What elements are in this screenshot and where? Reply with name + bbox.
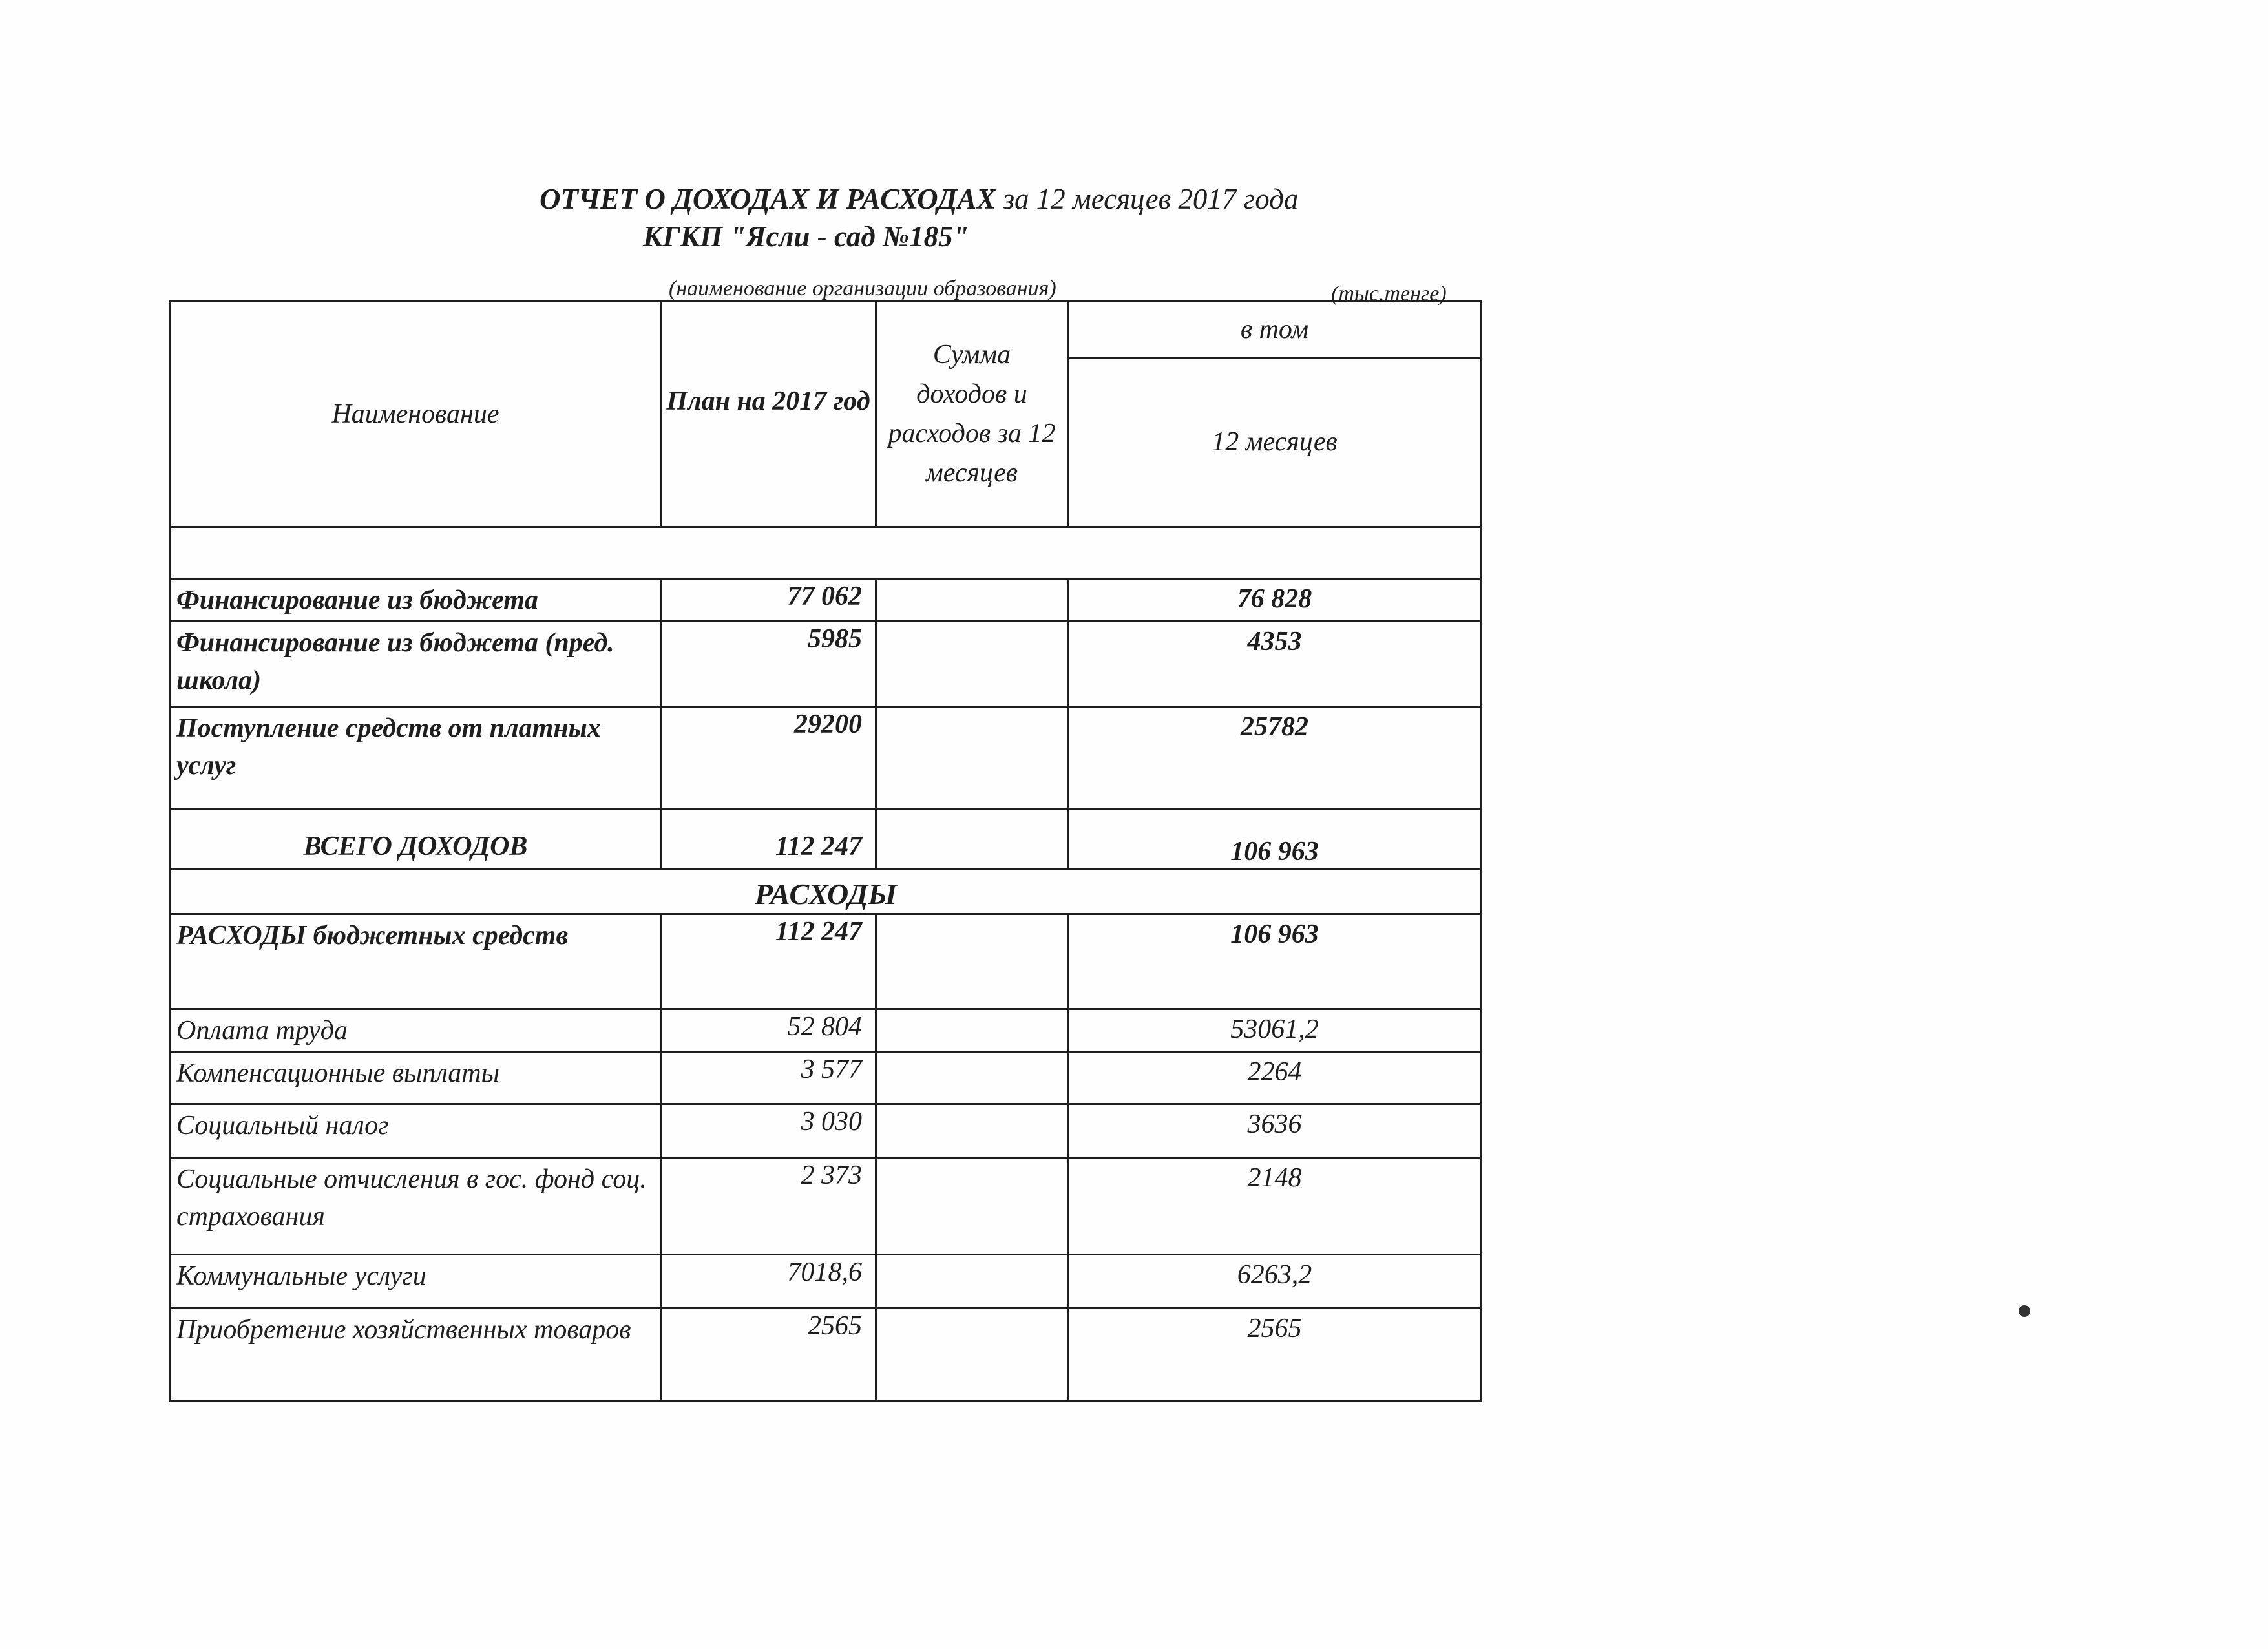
income-row-plan: 77 062 (660, 578, 877, 622)
report-title-main: ОТЧЕТ О ДОХОДАХ И РАСХОДАХ (540, 183, 996, 215)
expense-row-sum (875, 1254, 1069, 1309)
expense-row-name: Социальный налог (169, 1103, 662, 1159)
expense-row-12-months: 2565 (1067, 1307, 1482, 1402)
income-row-name: Поступление средств от платных услуг (169, 706, 662, 810)
total-income-sum (875, 808, 1069, 870)
header-12-months: 12 месяцев (1067, 357, 1482, 528)
total-income-plan: 112 247 (660, 808, 877, 870)
header-plan: План на 2017 год (660, 300, 877, 528)
expense-row-name: Приобретение хозяйственных товаров (169, 1307, 662, 1402)
expense-row-plan: 2565 (660, 1307, 877, 1402)
total-income-name: ВСЕГО ДОХОДОВ (169, 808, 662, 870)
expense-row-12-months: 3636 (1067, 1103, 1482, 1159)
income-row-sum (875, 578, 1069, 622)
income-row-name: Финансирование из бюджета (169, 578, 662, 622)
expense-row-12-months: 2264 (1067, 1051, 1482, 1105)
expense-row-sum (875, 1157, 1069, 1255)
expense-row-12-months: 2148 (1067, 1157, 1482, 1255)
income-row-sum (875, 706, 1069, 810)
expense-row-sum (875, 1051, 1069, 1105)
expense-row-plan: 52 804 (660, 1008, 877, 1053)
expense-row-plan: 2 373 (660, 1157, 877, 1255)
income-row-sum (875, 620, 1069, 708)
header-sum: Сумма доходов и расходов за 12 месяцев (875, 300, 1069, 528)
expense-budget-plan: 112 247 (660, 913, 877, 1010)
expense-budget-12-months: 106 963 (1067, 913, 1482, 1010)
ink-dot (2019, 1305, 2030, 1317)
income-row-12-months: 76 828 (1067, 578, 1482, 622)
expense-row-name: Социальные отчисления в гос. фонд соц. страхования (169, 1157, 662, 1255)
expense-row-name: Компенсационные выплаты (169, 1051, 662, 1105)
organization-name: КГКП "Ясли - сад №185" (643, 220, 969, 253)
expense-row-plan: 3 577 (660, 1051, 877, 1105)
income-row-12-months: 4353 (1067, 620, 1482, 708)
expense-budget-sum (875, 913, 1069, 1010)
expense-row-sum (875, 1008, 1069, 1053)
income-row-name: Финансирование из бюджета (пред. школа) (169, 620, 662, 708)
income-row-plan: 29200 (660, 706, 877, 810)
report-title (540, 182, 1298, 216)
expense-row-plan: 7018,6 (660, 1254, 877, 1309)
expense-row-12-months: 6263,2 (1067, 1254, 1482, 1309)
expense-budget-name: РАСХОДЫ бюджетных средств (169, 913, 662, 1010)
total-income-12-months: 106 963 (1067, 808, 1482, 870)
spacer-row (169, 526, 1482, 580)
income-row-12-months: 25782 (1067, 706, 1482, 810)
expense-row-plan: 3 030 (660, 1103, 877, 1159)
expense-row-sum (875, 1307, 1069, 1402)
expense-row-name: Оплата труда (169, 1008, 662, 1053)
report-title-period: за 12 месяцев 2017 года (996, 183, 1299, 215)
expense-row-12-months: 53061,2 (1067, 1008, 1482, 1053)
units-label: (тыс.тенге) (1331, 282, 1447, 306)
header-name: Наименование (169, 300, 662, 528)
organization-caption: (наименование организации образования) (669, 277, 1056, 300)
income-row-plan: 5985 (660, 620, 877, 708)
expenses-section-header: РАСХОДЫ (169, 868, 1482, 915)
header-in-that: в том (1067, 300, 1482, 359)
expense-row-name: Коммунальные услуги (169, 1254, 662, 1309)
expense-row-sum (875, 1103, 1069, 1159)
